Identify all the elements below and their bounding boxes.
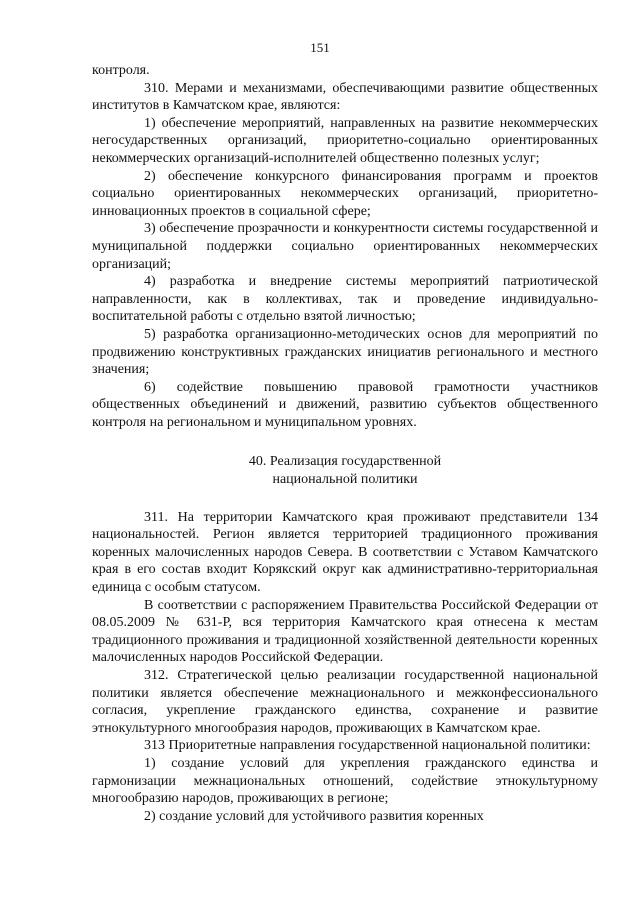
paragraph: 6) содействие повышению правовой грамотности участников общественных объединений и движений, развитию субъектов общественного контроля на региональном и муниципальном уровнях. (92, 379, 598, 430)
paragraph: 310. Мерами и механизмами, обеспечивающими развитие общественных институтов в Камчатском крае, являются: (92, 80, 598, 114)
document-body (92, 62, 598, 825)
page-number: 151 (310, 40, 330, 55)
paragraph: контроля. (92, 63, 150, 78)
paragraph: 4) разработка и внедрение системы мероприятий патриотической направленности, как в коллективах, так и проведение индивидуально-воспитательной работы с отдельно взятой личностью; (92, 274, 598, 325)
section-heading-line-2: национальной политики (272, 472, 418, 488)
paragraph: 3) обеспечение прозрачности и конкурентности системы государственной и муниципальной поддержки социально ориентированных некоммерческих организаций; (92, 221, 598, 272)
paragraph: 312. Стратегической целью реализации государственной национальной политики является обеспечение межнационального и межконфессионального согласия, укрепление гражданского единства, сохранение и развитие этнокультурного многообразия народов, проживающих в Камчатском крае. (92, 668, 598, 736)
paragraph: 313 Приоритетные направления государственной национальной политики: (144, 738, 591, 754)
paragraph: 1) создание условий для укрепления гражданского единства и гармонизации межнациональных отношений, содействие этнокультурному многообразию народов, проживающих в регионе; (92, 755, 598, 807)
paragraph: В соответствии с распоряжением Правительства Российской Федерации от 08.05.2009 № 631-Р, вся территория Камчатского края отнесена к местам традиционного проживания и традиционной хозяйственной деятельности коренных малочисленных народов Российской Федерации. (92, 597, 598, 666)
paragraph: 2) обеспечение конкурсного финансирования программ и проектов социально ориентированных некоммерческих организаций, приоритетно-инновационных проектов в социальной сфере; (92, 168, 598, 219)
paragraph: 1) обеспечение мероприятий, направленных на развитие некоммерческих негосударственных организаций, приоритетно-социально ориентированных некоммерческих организаций-исполнителей общественно полезных услуг; (92, 115, 598, 166)
paragraph: 2) создание условий для устойчивого развития коренных (144, 808, 484, 824)
section-40-text (92, 509, 598, 826)
section-heading-line-1: 40. Реализация государственной (248, 454, 442, 470)
section-39-text (92, 62, 598, 431)
paragraph: 5) разработка организационно-методических основ для мероприятий по продвижению конструктивных гражданских инициатив регионального и местного значения; (92, 326, 598, 378)
section-heading (92, 453, 598, 488)
paragraph: 311. На территории Камчатского края проживают представители 134 национальностей. Регион является территорией традиционного проживания коренных малочисленных народов Севера. В соответствии с Уставом Камчатского края в его состав входит Корякский округ как административно-территориальная единица с особым статусом. (92, 509, 598, 596)
